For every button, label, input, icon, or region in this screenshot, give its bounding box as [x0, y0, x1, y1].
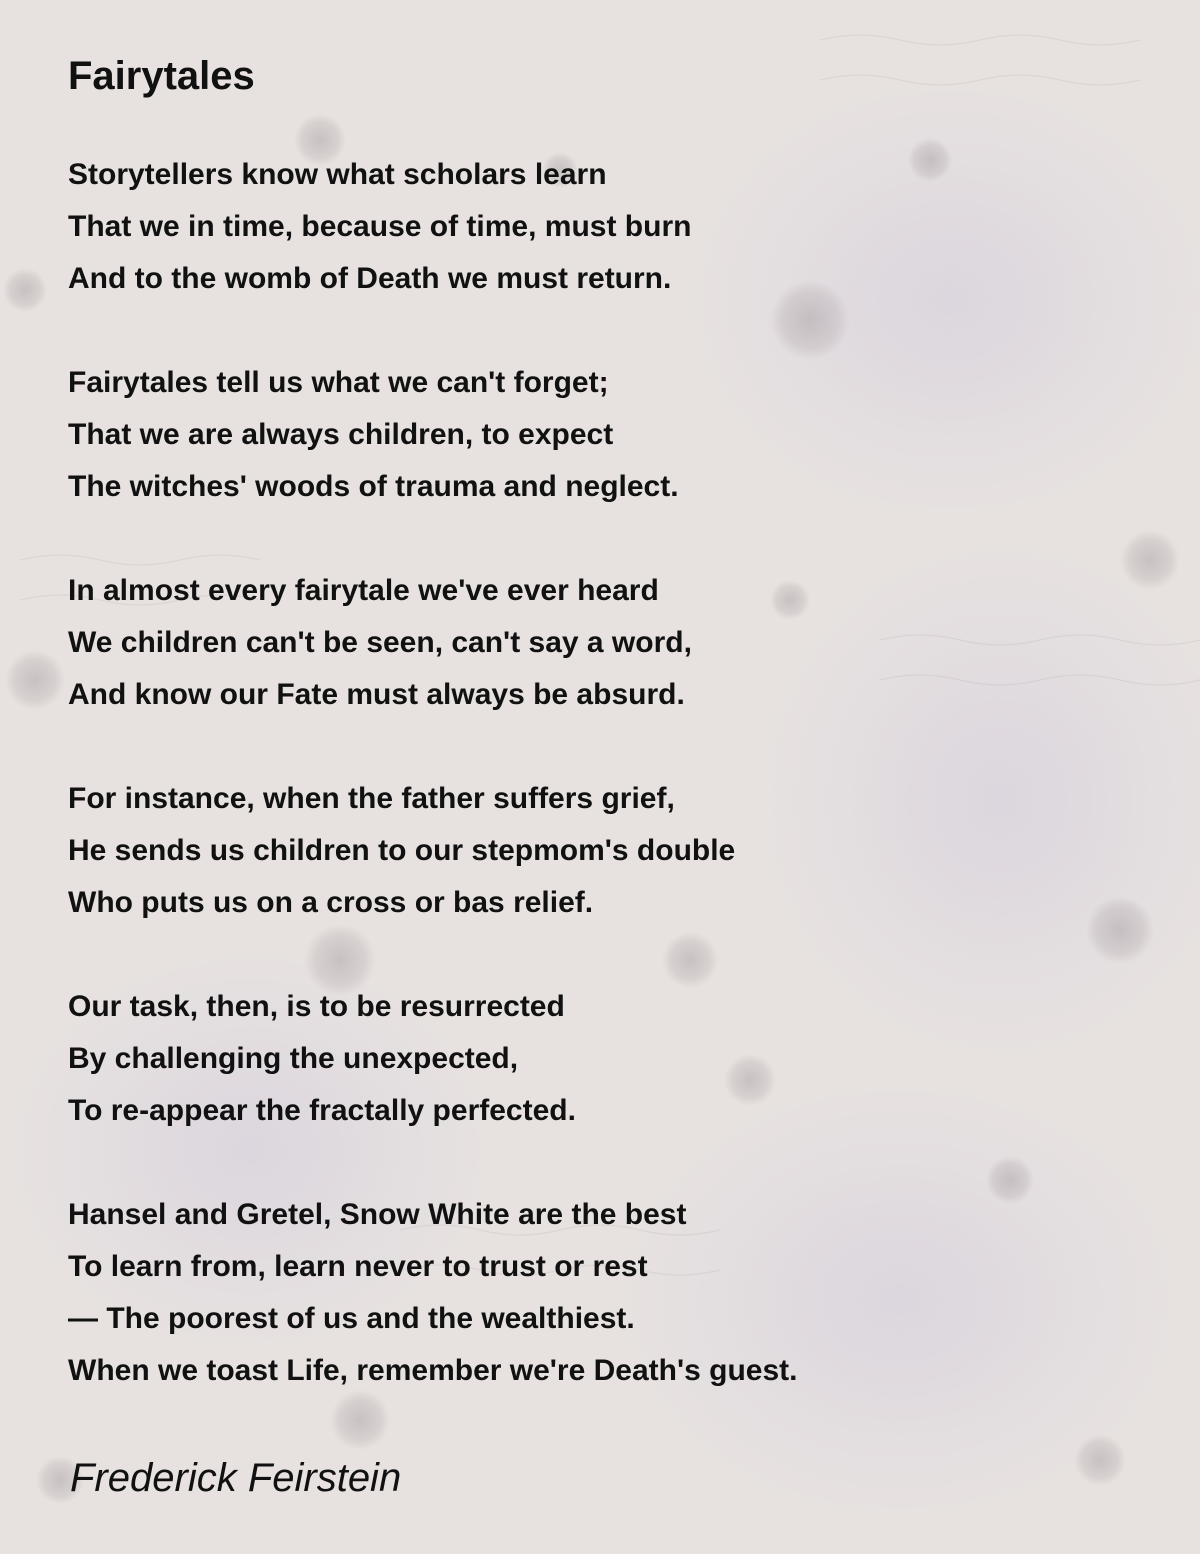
- poem-line: The witches' woods of trauma and neglect.: [68, 470, 679, 503]
- poem-line: Hansel and Gretel, Snow White are the best: [68, 1198, 687, 1231]
- stanza: [68, 565, 1168, 721]
- poem-line: Fairytales tell us what we can't forget;: [68, 366, 609, 399]
- stanza: [68, 1189, 1168, 1397]
- poem-line: Storytellers know what scholars learn: [68, 158, 607, 191]
- poem-line: That we in time, because of time, must burn: [68, 210, 692, 243]
- stanza: [68, 357, 1168, 513]
- poem-line: To learn from, learn never to trust or rest: [68, 1250, 648, 1283]
- poem-line: Our task, then, is to be resurrected: [68, 990, 565, 1023]
- stanza: [68, 773, 1168, 929]
- stanza: [68, 981, 1168, 1137]
- poem-line: To re-appear the fractally perfected.: [68, 1094, 576, 1127]
- poem-line: — The poorest of us and the wealthiest.: [68, 1302, 635, 1335]
- poem-line: For instance, when the father suffers grief,: [68, 782, 675, 815]
- poem-line: And know our Fate must always be absurd.: [68, 678, 685, 711]
- poem-line: And to the womb of Death we must return.: [68, 262, 672, 295]
- poem-author: Frederick Feirstein: [70, 1456, 402, 1500]
- poem-body: [68, 149, 1168, 1449]
- poem-line: Who puts us on a cross or bas relief.: [68, 886, 594, 919]
- poem-line: He sends us children to our stepmom's double: [68, 834, 736, 867]
- poem-title: Fairytales: [68, 54, 255, 98]
- stanza: [68, 149, 1168, 305]
- poem-line: By challenging the unexpected,: [68, 1042, 519, 1075]
- poem-line: That we are always children, to expect: [68, 418, 614, 451]
- poem-line: We children can't be seen, can't say a word,: [68, 626, 692, 659]
- poem-line: In almost every fairytale we've ever heard: [68, 574, 659, 607]
- poem-line: When we toast Life, remember we're Death's guest.: [68, 1354, 798, 1387]
